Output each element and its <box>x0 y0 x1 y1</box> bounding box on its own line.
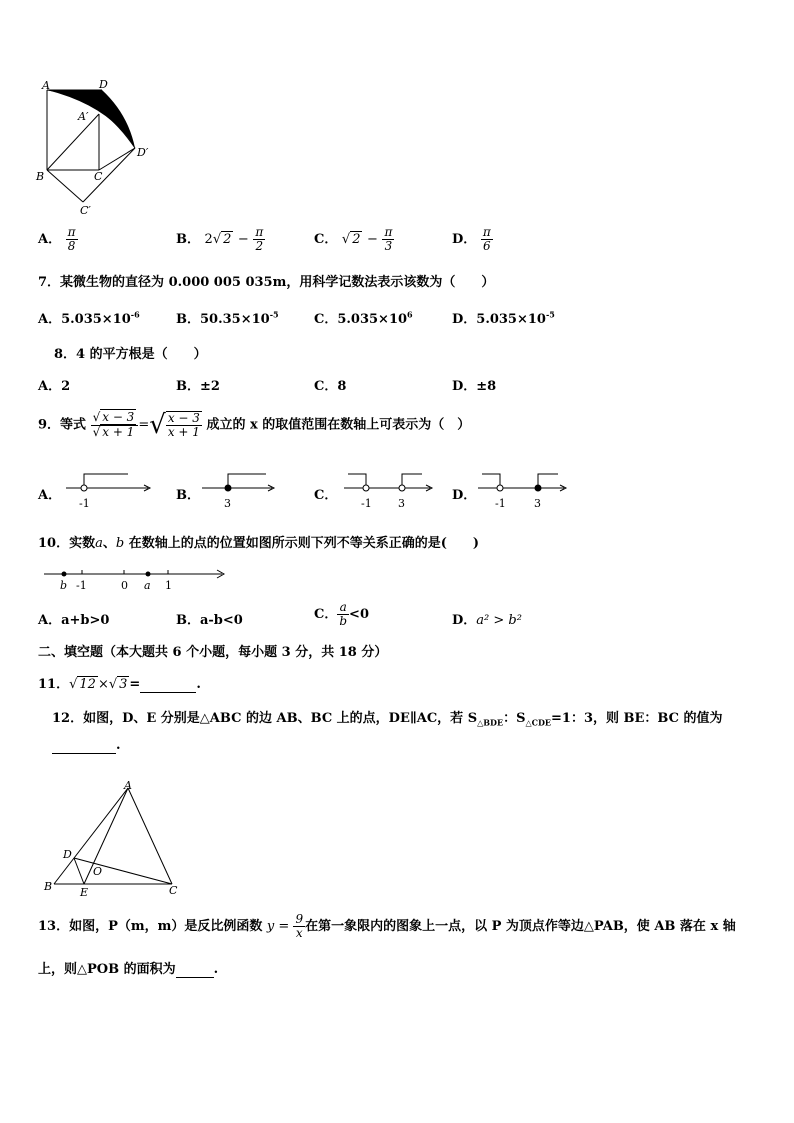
label-A: A <box>42 79 50 92</box>
svg-text:3: 3 <box>224 497 231 510</box>
label-C: C <box>94 170 103 183</box>
q10-numberline <box>40 564 235 594</box>
q12-answer-blank[interactable] <box>52 738 116 754</box>
svg-text:B: B <box>44 880 53 893</box>
q6-figure <box>30 76 160 221</box>
q13-line2: 上，则△POB 的面积为 . <box>38 962 219 977</box>
q9-option-a-numberline <box>64 470 154 512</box>
svg-text:E: E <box>80 886 89 898</box>
svg-text:-1: -1 <box>79 497 90 510</box>
q12-answer-line: . <box>52 738 121 754</box>
shaded-region <box>47 90 135 148</box>
q7-option-d: D．$5.035\times 10^{-5}$ <box>452 309 555 327</box>
q11-answer-blank[interactable] <box>140 677 196 693</box>
svg-text:A: A <box>124 779 132 792</box>
q9-option-b-label: B． <box>176 488 200 503</box>
svg-text:b: b <box>60 579 68 592</box>
q11: 11．√ 12 ×√ 3 = . <box>38 677 201 692</box>
svg-text:1: 1 <box>165 579 172 592</box>
label-B: B <box>36 170 45 183</box>
q7-stem: 7．某微生物的直径为 0.000 005 035m，用科学记数法表示该数为（ ） <box>38 275 495 290</box>
section-heading: 二、填空题（本大题共 6 个小题，每小题 3 分，共 18 分） <box>38 645 388 660</box>
q7-option-c: C．$5.035\times 10^6$ <box>314 309 413 327</box>
q7-option-a: A．$5.035\times 10^{-6}$ <box>38 309 140 327</box>
q7-option-b: B．$50.35\times 10^{-5}$ <box>176 309 279 327</box>
svg-text:0: 0 <box>121 579 128 592</box>
q12-stem: 12．如图，D、E 分别是△ABC 的边 AB、BC 上的点，DE∥AC，若 $S_{\triangle BDE}$：$S_{\triangle CDE}=1$：3，则 BE：BC 的值为 <box>52 711 723 728</box>
q6-option-c: C． √ 2 − $\frac{\pi}{3}$ <box>314 225 393 254</box>
q10-option-b: B．a-b<0 <box>176 613 243 628</box>
svg-text:a: a <box>144 579 151 592</box>
q9-option-c-numberline <box>342 470 437 512</box>
q10-option-c: C． $\frac{a}{b}$ <0 <box>314 600 369 629</box>
label-C-prime: C′ <box>80 204 91 217</box>
label-D: D <box>99 78 108 91</box>
q8-option-a: A．2 <box>38 379 71 394</box>
q6-option-d: D． $\frac{\pi}{6}$ <box>452 225 491 254</box>
svg-text:-1: -1 <box>76 579 87 592</box>
svg-text:3: 3 <box>534 497 541 510</box>
svg-text:D: D <box>63 848 72 861</box>
q9-option-b-numberline <box>200 470 280 512</box>
q6-option-b: B． 2√ 2 − $\frac{\pi}{2}$ <box>176 225 264 254</box>
label-D-prime: D′ <box>137 146 149 159</box>
q8-stem: 8．4 的平方根是（ ） <box>54 347 207 362</box>
q9-option-c-label: C． <box>314 488 338 503</box>
q12-figure <box>38 778 188 898</box>
q9-option-a-label: A． <box>38 488 62 503</box>
q10-stem: 10．实数a、b 在数轴上的点的位置如图所示则下列不等关系正确的是( ) <box>38 536 480 551</box>
q10-option-d: D．a² > b² <box>452 613 522 628</box>
svg-text:-1: -1 <box>495 497 506 510</box>
label-A-prime: A′ <box>78 110 89 123</box>
q9-option-d-label: D． <box>452 488 477 503</box>
q13-stem: 13．如图，P（m，m）是反比例函数 y = $\frac{9}{x}$ 在第一象限内的图象上一点，以 P 为顶点作等边△PAB，使 AB 落在 x 轴 <box>38 912 736 941</box>
q9-option-d-numberline <box>476 470 571 512</box>
svg-text:3: 3 <box>398 497 405 510</box>
svg-text:-1: -1 <box>361 497 372 510</box>
q8-option-c: C．8 <box>314 379 347 394</box>
q13-answer-blank[interactable] <box>176 962 214 978</box>
q6-option-a: A． $\frac{\pi}{8}$ <box>38 225 76 254</box>
svg-text:O: O <box>93 865 103 878</box>
q10-option-a: A．a+b>0 <box>38 613 110 628</box>
q8-option-d: D．±8 <box>452 379 497 394</box>
q9-stem: 9．等式 $\frac{√ x - 3}{√ x + 1}$ =√ $\frac{x - 3}{x + 1}$ 成立的 x 的取值范围在数轴上可表示为（ ） <box>38 410 471 440</box>
q8-option-b: B．±2 <box>176 379 220 394</box>
svg-text:C: C <box>169 884 178 897</box>
